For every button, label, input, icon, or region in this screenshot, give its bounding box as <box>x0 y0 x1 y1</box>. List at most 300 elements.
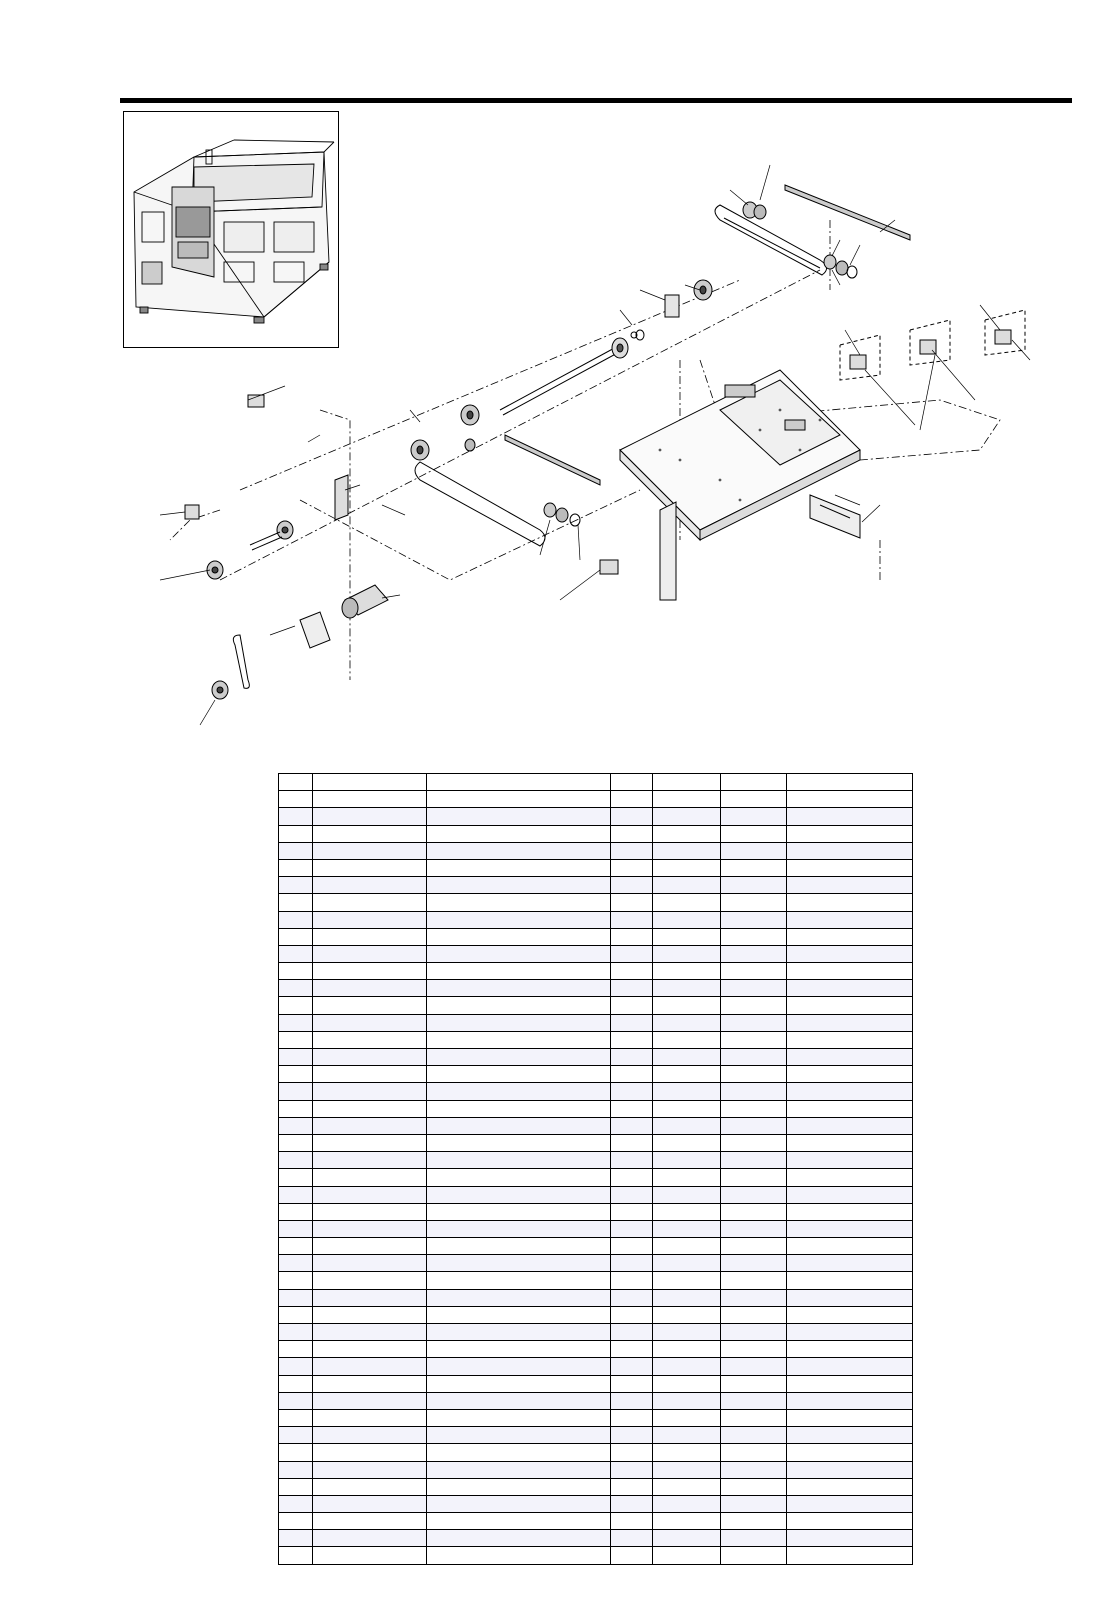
table-cell <box>313 1427 427 1444</box>
table-cell <box>313 1409 427 1426</box>
table-cell <box>427 1427 611 1444</box>
table-row <box>279 928 913 945</box>
table-cell <box>313 1272 427 1289</box>
table-cell <box>611 1513 653 1530</box>
table-row <box>279 1461 913 1478</box>
table-cell <box>279 1100 313 1117</box>
table-row <box>279 1289 913 1306</box>
table-cell <box>427 980 611 997</box>
table-row <box>279 1495 913 1512</box>
table-cell <box>653 1255 721 1272</box>
table-row <box>279 1478 913 1495</box>
table-cell <box>653 1341 721 1358</box>
table-cell <box>653 1186 721 1203</box>
table-cell <box>427 963 611 980</box>
table-cell <box>427 1358 611 1375</box>
table-cell <box>427 1289 611 1306</box>
table-cell <box>279 1014 313 1031</box>
table-cell <box>787 877 913 894</box>
table-cell <box>653 963 721 980</box>
table-cell <box>427 859 611 876</box>
table-row <box>279 1014 913 1031</box>
table-cell <box>721 945 787 962</box>
table-cell <box>653 842 721 859</box>
table-cell <box>787 825 913 842</box>
table-cell <box>611 1152 653 1169</box>
table-cell <box>787 859 913 876</box>
table-cell <box>721 1014 787 1031</box>
table-cell <box>787 1186 913 1203</box>
table-cell <box>653 1238 721 1255</box>
table-row <box>279 859 913 876</box>
table-cell <box>313 1066 427 1083</box>
table-cell <box>279 1186 313 1203</box>
table-cell <box>653 1203 721 1220</box>
table-cell <box>653 1530 721 1547</box>
table-cell <box>787 1169 913 1186</box>
table-cell <box>721 774 787 791</box>
table-cell <box>611 791 653 808</box>
table-cell <box>427 825 611 842</box>
table-cell <box>721 1220 787 1237</box>
table-cell <box>313 1530 427 1547</box>
table-cell <box>653 1358 721 1375</box>
table-cell <box>787 1409 913 1426</box>
table-cell <box>721 1478 787 1495</box>
table-cell <box>611 1289 653 1306</box>
table-cell <box>279 945 313 962</box>
table-cell <box>427 1031 611 1048</box>
table-cell <box>611 928 653 945</box>
table-cell <box>653 1513 721 1530</box>
table-cell <box>611 1324 653 1341</box>
table-cell <box>787 1375 913 1392</box>
header-rule <box>120 98 1072 103</box>
table-cell <box>721 1238 787 1255</box>
table-cell <box>279 1530 313 1547</box>
table-cell <box>653 911 721 928</box>
table-cell <box>721 1358 787 1375</box>
table-cell <box>721 1461 787 1478</box>
table-cell <box>427 894 611 911</box>
table-cell <box>279 1117 313 1134</box>
table-cell <box>313 1461 427 1478</box>
table-cell <box>279 980 313 997</box>
table-cell <box>653 928 721 945</box>
table-row <box>279 1255 913 1272</box>
table-cell <box>653 1444 721 1461</box>
table-row <box>279 1100 913 1117</box>
table-cell <box>611 963 653 980</box>
table-cell <box>427 1100 611 1117</box>
exploded-assembly-icon <box>120 160 1072 760</box>
table-row <box>279 842 913 859</box>
table-cell <box>787 963 913 980</box>
table-cell <box>279 1513 313 1530</box>
table-cell <box>653 1152 721 1169</box>
table-cell <box>313 980 427 997</box>
table-row <box>279 1427 913 1444</box>
table-cell <box>787 911 913 928</box>
table-cell <box>611 1272 653 1289</box>
table-cell <box>653 1100 721 1117</box>
table-cell <box>279 1238 313 1255</box>
table-cell <box>427 1203 611 1220</box>
table-cell <box>653 1117 721 1134</box>
table-cell <box>313 1392 427 1409</box>
table-cell <box>721 928 787 945</box>
table-row <box>279 1117 913 1134</box>
table-cell <box>611 1066 653 1083</box>
table-cell <box>427 1409 611 1426</box>
table-cell <box>279 1358 313 1375</box>
table-cell <box>279 1255 313 1272</box>
table-cell <box>611 1444 653 1461</box>
table-cell <box>427 1014 611 1031</box>
table-cell <box>653 1392 721 1409</box>
table-cell <box>427 1495 611 1512</box>
table-cell <box>611 774 653 791</box>
table-cell <box>653 1478 721 1495</box>
table-cell <box>279 825 313 842</box>
table-cell <box>427 1444 611 1461</box>
table-cell <box>721 1444 787 1461</box>
table-cell <box>313 1083 427 1100</box>
table-cell <box>787 894 913 911</box>
table-cell <box>787 1513 913 1530</box>
table-cell <box>611 1409 653 1426</box>
exploded-assembly-diagram <box>120 160 1072 760</box>
table-cell <box>611 1117 653 1134</box>
table-row <box>279 791 913 808</box>
table-cell <box>427 1152 611 1169</box>
table-row <box>279 774 913 791</box>
table-cell <box>427 1306 611 1323</box>
table-cell <box>653 1289 721 1306</box>
table-row <box>279 1220 913 1237</box>
table-cell <box>427 1324 611 1341</box>
table-cell <box>313 1186 427 1203</box>
table-row <box>279 1444 913 1461</box>
table-cell <box>653 1031 721 1048</box>
table-cell <box>787 1358 913 1375</box>
table-cell <box>279 1409 313 1426</box>
table-cell <box>787 1392 913 1409</box>
table-cell <box>313 997 427 1014</box>
table-row <box>279 877 913 894</box>
table-cell <box>313 894 427 911</box>
table-cell <box>427 1530 611 1547</box>
table-cell <box>787 1495 913 1512</box>
table-cell <box>279 1031 313 1048</box>
table-cell <box>653 1066 721 1083</box>
table-cell <box>721 1152 787 1169</box>
table-cell <box>611 1186 653 1203</box>
table-cell <box>611 1306 653 1323</box>
table-cell <box>313 1289 427 1306</box>
table-cell <box>611 842 653 859</box>
table-cell <box>279 1066 313 1083</box>
parts-table-body <box>279 774 913 1565</box>
table-cell <box>787 791 913 808</box>
table-cell <box>279 1375 313 1392</box>
table-cell <box>279 1495 313 1512</box>
table-cell <box>721 1203 787 1220</box>
table-cell <box>427 1392 611 1409</box>
table-cell <box>611 980 653 997</box>
table-cell <box>653 1220 721 1237</box>
table-cell <box>279 894 313 911</box>
table-cell <box>787 1289 913 1306</box>
table-cell <box>313 1134 427 1151</box>
table-cell <box>427 1547 611 1564</box>
table-cell <box>787 945 913 962</box>
table-cell <box>721 808 787 825</box>
table-cell <box>653 894 721 911</box>
table-cell <box>313 808 427 825</box>
table-cell <box>313 1014 427 1031</box>
table-cell <box>313 1117 427 1134</box>
table-cell <box>313 1220 427 1237</box>
table-cell <box>787 1117 913 1134</box>
table-cell <box>611 1238 653 1255</box>
table-cell <box>279 877 313 894</box>
table-cell <box>611 1134 653 1151</box>
table-cell <box>313 1547 427 1564</box>
table-row <box>279 1083 913 1100</box>
table-cell <box>279 1203 313 1220</box>
table-cell <box>653 980 721 997</box>
table-cell <box>611 859 653 876</box>
table-cell <box>721 1392 787 1409</box>
table-cell <box>653 1083 721 1100</box>
table-cell <box>787 1306 913 1323</box>
table-cell <box>611 1495 653 1512</box>
table-cell <box>721 997 787 1014</box>
table-row <box>279 808 913 825</box>
table-cell <box>427 1272 611 1289</box>
table-cell <box>653 791 721 808</box>
table-cell <box>427 1255 611 1272</box>
table-cell <box>653 808 721 825</box>
table-cell <box>611 945 653 962</box>
table-cell <box>279 1444 313 1461</box>
table-cell <box>721 1513 787 1530</box>
table-cell <box>611 808 653 825</box>
table-cell <box>279 1272 313 1289</box>
table-cell <box>279 1049 313 1066</box>
table-cell <box>279 1341 313 1358</box>
table-cell <box>313 825 427 842</box>
table-cell <box>721 1083 787 1100</box>
table-cell <box>313 1358 427 1375</box>
table-cell <box>611 1014 653 1031</box>
table-cell <box>313 1306 427 1323</box>
table-cell <box>611 1169 653 1186</box>
table-cell <box>611 1427 653 1444</box>
table-cell <box>721 1134 787 1151</box>
table-row <box>279 1324 913 1341</box>
table-row <box>279 1186 913 1203</box>
table-cell <box>279 997 313 1014</box>
table-cell <box>653 1324 721 1341</box>
table-cell <box>787 1461 913 1478</box>
table-cell <box>427 1066 611 1083</box>
table-cell <box>611 1478 653 1495</box>
table-cell <box>611 825 653 842</box>
table-row <box>279 945 913 962</box>
table-cell <box>611 1375 653 1392</box>
table-cell <box>721 1049 787 1066</box>
table-cell <box>787 774 913 791</box>
table-cell <box>279 1134 313 1151</box>
table-cell <box>279 808 313 825</box>
table-cell <box>787 1255 913 1272</box>
table-cell <box>313 963 427 980</box>
table-cell <box>279 774 313 791</box>
table-cell <box>787 928 913 945</box>
table-cell <box>279 1392 313 1409</box>
table-cell <box>721 1289 787 1306</box>
table-cell <box>611 1255 653 1272</box>
table-cell <box>611 1031 653 1048</box>
table-cell <box>611 997 653 1014</box>
table-cell <box>611 1461 653 1478</box>
table-cell <box>653 1169 721 1186</box>
table-cell <box>721 1427 787 1444</box>
table-cell <box>787 1444 913 1461</box>
table-cell <box>787 1547 913 1564</box>
table-row <box>279 1203 913 1220</box>
table-cell <box>313 945 427 962</box>
table-row <box>279 1513 913 1530</box>
table-row <box>279 1375 913 1392</box>
table-row <box>279 1306 913 1323</box>
table-cell <box>313 774 427 791</box>
table-cell <box>787 1066 913 1083</box>
table-row <box>279 1169 913 1186</box>
table-cell <box>653 1014 721 1031</box>
table-cell <box>313 1203 427 1220</box>
table-cell <box>787 997 913 1014</box>
table-cell <box>787 1427 913 1444</box>
table-cell <box>427 1375 611 1392</box>
table-cell <box>279 1289 313 1306</box>
table-cell <box>721 877 787 894</box>
table-cell <box>313 1341 427 1358</box>
table-row <box>279 1272 913 1289</box>
table-cell <box>279 1152 313 1169</box>
table-row <box>279 980 913 997</box>
table-cell <box>279 791 313 808</box>
table-cell <box>427 1083 611 1100</box>
table-cell <box>279 1306 313 1323</box>
table-cell <box>313 1169 427 1186</box>
table-row <box>279 1031 913 1048</box>
table-row <box>279 894 913 911</box>
table-cell <box>279 1547 313 1564</box>
table-row <box>279 963 913 980</box>
table-cell <box>721 894 787 911</box>
table-cell <box>653 945 721 962</box>
table-cell <box>787 842 913 859</box>
table-row <box>279 1341 913 1358</box>
table-cell <box>313 1478 427 1495</box>
table-cell <box>313 1444 427 1461</box>
table-row <box>279 1409 913 1426</box>
table-cell <box>313 928 427 945</box>
table-cell <box>611 1341 653 1358</box>
table-cell <box>427 791 611 808</box>
table-cell <box>653 1409 721 1426</box>
table-cell <box>427 774 611 791</box>
table-cell <box>611 1083 653 1100</box>
table-cell <box>787 1049 913 1066</box>
table-cell <box>653 859 721 876</box>
table-cell <box>427 1134 611 1151</box>
table-cell <box>611 1100 653 1117</box>
table-cell <box>787 1014 913 1031</box>
table-cell <box>653 825 721 842</box>
table-cell <box>313 1513 427 1530</box>
table-cell <box>427 928 611 945</box>
table-cell <box>427 1478 611 1495</box>
table-cell <box>279 1083 313 1100</box>
table-cell <box>653 877 721 894</box>
table-cell <box>427 1238 611 1255</box>
table-cell <box>427 808 611 825</box>
table-row <box>279 1066 913 1083</box>
table-cell <box>787 1152 913 1169</box>
table-cell <box>427 877 611 894</box>
table-row <box>279 825 913 842</box>
table-cell <box>427 1220 611 1237</box>
table-cell <box>787 1272 913 1289</box>
table-cell <box>721 911 787 928</box>
table-cell <box>787 980 913 997</box>
table-cell <box>721 1169 787 1186</box>
table-cell <box>721 963 787 980</box>
table-row <box>279 1049 913 1066</box>
table-cell <box>653 1375 721 1392</box>
table-cell <box>721 842 787 859</box>
table-cell <box>313 1495 427 1512</box>
table-cell <box>787 808 913 825</box>
table-cell <box>721 1409 787 1426</box>
table-cell <box>611 1203 653 1220</box>
table-cell <box>611 1358 653 1375</box>
table-cell <box>313 1152 427 1169</box>
table-cell <box>721 980 787 997</box>
table-cell <box>427 945 611 962</box>
table-cell <box>427 1461 611 1478</box>
table-cell <box>427 1513 611 1530</box>
table-cell <box>721 1186 787 1203</box>
table-cell <box>313 1031 427 1048</box>
table-cell <box>279 1427 313 1444</box>
table-cell <box>279 1478 313 1495</box>
table-cell <box>611 911 653 928</box>
table-cell <box>653 1306 721 1323</box>
table-cell <box>721 825 787 842</box>
table-cell <box>313 791 427 808</box>
table-cell <box>721 791 787 808</box>
table-cell <box>787 1530 913 1547</box>
table-cell <box>313 1049 427 1066</box>
table-cell <box>313 911 427 928</box>
table-cell <box>787 1083 913 1100</box>
table-cell <box>787 1238 913 1255</box>
